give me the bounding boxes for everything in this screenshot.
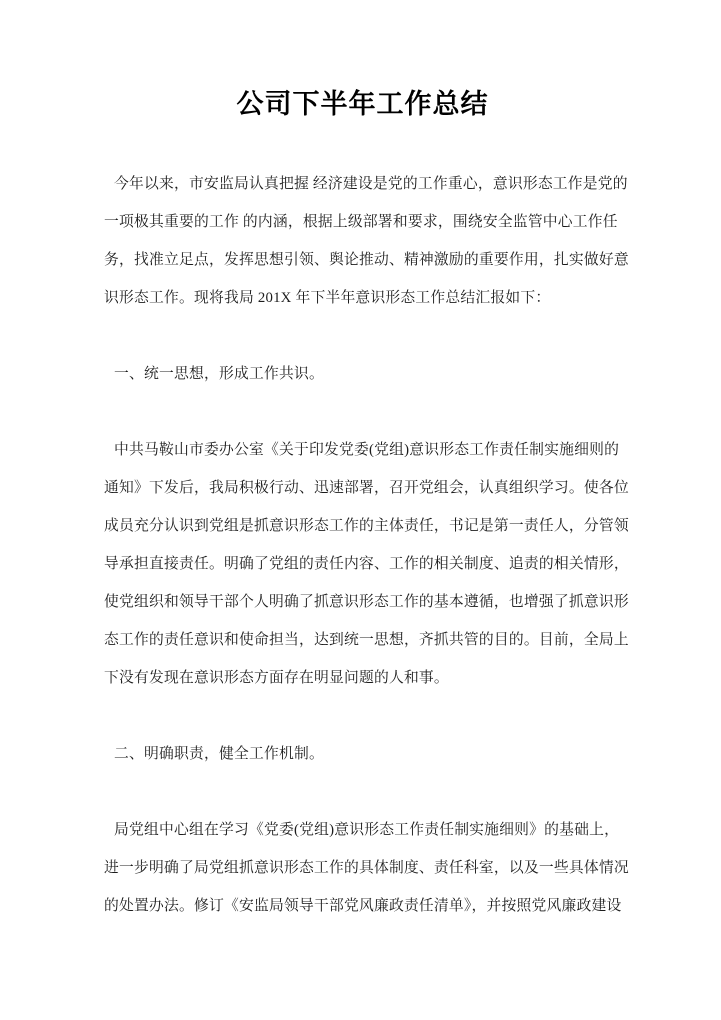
text-line: 中共马鞍山市委办公室《关于印发党委(党组)意识形态工作责任制实施细则的 bbox=[114, 442, 620, 458]
text-line: 一、统一思想，形成工作共识。 bbox=[114, 366, 324, 382]
text-line: 下没有发现在意识形态方面存在明显问题的人和事。 bbox=[104, 670, 449, 686]
paragraph bbox=[104, 811, 629, 925]
text-line: 成员充分认识到党组是抓意识形态工作的主体责任，书记是第一责任人，分管领 bbox=[104, 518, 629, 534]
text-line: 务，找准立足点，发挥思想引领、舆论推动、精神激励的重要作用，扎实做好意 bbox=[104, 252, 629, 268]
text-line: 二、明确职责，健全工作机制。 bbox=[114, 746, 324, 762]
text-line: 态工作的责任意识和使命担当，达到统一思想，齐抓共管的目的。目前，全局上 bbox=[104, 632, 629, 648]
section-heading bbox=[104, 355, 621, 393]
text-line: 识形态工作。现将我局 201X 年下半年意识形态工作总结汇报如下： bbox=[104, 290, 551, 306]
text-line: 导承担直接责任。明确了党组的责任内容、工作的相关制度、追责的相关情形， bbox=[104, 556, 629, 572]
text-line: 一项极其重要的工作 的内涵，根据上级部署和要求，围绕安全监管中心工作任 bbox=[104, 214, 618, 230]
paragraph bbox=[104, 165, 629, 317]
paragraph bbox=[104, 431, 629, 697]
section-heading bbox=[104, 735, 621, 773]
text-line: 局党组中心组在学习《党委(党组)意识形态工作责任制实施细则》的基础上， bbox=[114, 822, 620, 838]
text-line: 进一步明确了局党组抓意识形态工作的具体制度、责任科室，以及一些具体情况 bbox=[104, 860, 629, 876]
document-title: 公司下半年工作总结 bbox=[236, 89, 489, 119]
text-line: 今年以来，市安监局认真把握 经济建设是党的工作重心，意识形态工作是党的 bbox=[114, 176, 628, 192]
text-line: 的处置办法。修订《安监局领导干部党风廉政责任清单》，并按照党风廉政建设 bbox=[104, 898, 622, 914]
document-body bbox=[104, 165, 629, 925]
text-line: 使党组织和领导干部个人明确了抓意识形态工作的基本遵循，也增强了抓意识形 bbox=[104, 594, 629, 610]
text-line: 通知》下发后，我局积极行动、迅速部署，召开党组会，认真组织学习。使各位 bbox=[104, 480, 629, 496]
